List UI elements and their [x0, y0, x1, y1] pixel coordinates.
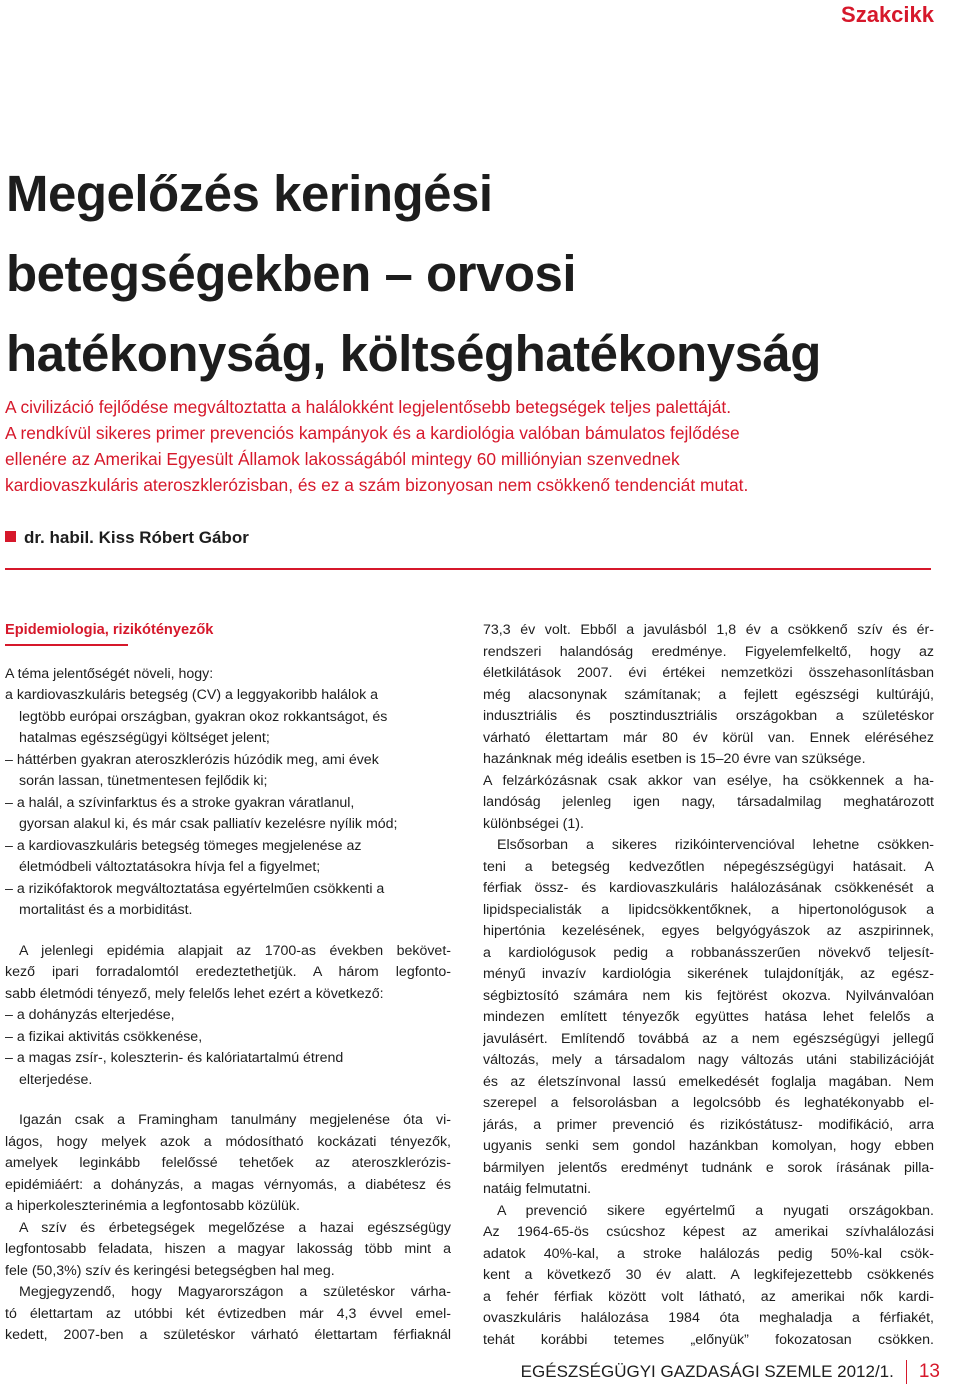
text-line: a fehér férfiak között volt látható, az amerikai nők kardi- — [483, 1288, 934, 1305]
text-line: hazánknak még ideális esetben is 15–20 évre van szüksége. — [483, 751, 866, 767]
text-line: férfiak össz- és kardiovaszkuláris halálozásának csökkenését a — [483, 880, 934, 896]
text-line: változás, mely a társadalom nagy változás utáni stabilizációját — [483, 1052, 934, 1068]
text-line: lágos, hogy melyek azok a módosítható kockázati tényezők, — [5, 1133, 451, 1150]
lead-paragraph — [5, 394, 940, 498]
lead-line: ellenére az Amerikai Egyesült Államok lakosságából mintegy 60 milliónyian szenvednek — [5, 449, 680, 469]
text-line: – a magas zsír-, koleszterin- és kalóriatartalmú étrend — [5, 1050, 344, 1066]
text-line: ovaszkuláris halálozása 1984 óta meghaladja a férfiakét, — [483, 1310, 934, 1326]
text-line: – a fizikai aktivitás csökkenése, — [5, 1028, 203, 1045]
text-line: amelyek leginkább felelőssé tehetőek az ateroszklerózis- — [5, 1155, 451, 1171]
square-bullet-icon — [5, 531, 16, 542]
text-line: rendszeri halandóság eredménye. Figyelemfelkeltő, hogy az — [483, 643, 934, 660]
lead-line: A rendkívül sikeres primer prevenciós kampányok és a kardiológia valóban bámulatos fejlődése — [5, 423, 740, 443]
page-footer — [521, 1360, 940, 1384]
lead-line: A civilizáció fejlődése megváltoztatta a halálokként legjelentősebb betegségek teljes palettáját. — [5, 397, 732, 417]
text-line: a kardiológusok pedig a robbanásszerűen növekvő teljesít- — [483, 944, 934, 961]
text-line: – a halál, a szívinfarktus és a stroke gyakran váratlanul, — [5, 794, 355, 811]
section-label: Szakcikk — [841, 2, 934, 27]
text-line: – háttérben gyakran ateroszklerózis húzódik meg, ami évek — [5, 751, 379, 768]
text-line: és az életszínvonal lassú emelkedését foglalja magában. Nem — [483, 1073, 934, 1090]
text-line: hipertónia kezelésének, egyes belgyógyászok az aszpirinnek, — [483, 923, 934, 939]
article-title — [6, 154, 946, 394]
text-line: landóság jelenleg igen nagy, társadalmilag meghatározott — [483, 794, 934, 810]
author-byline — [5, 528, 249, 548]
subheading: Epidemiologia, rizikótényezők — [5, 622, 214, 638]
text-line: A téma jelentőségét növeli, hogy: — [5, 665, 214, 682]
author-name: dr. habil. Kiss Róbert Gábor — [24, 528, 249, 547]
text-line: a hiperkoleszterinémia a legfontosabb közülük. — [5, 1198, 300, 1214]
page-number: 13 — [918, 1361, 940, 1382]
text-line: ségbiztosító számára nem kis fejtörést okozva. Nyilvánvalóan — [483, 987, 934, 1004]
left-column — [5, 620, 451, 1347]
text-line: bármilyen jelentős eredményt tudnánk e sorok írásának pilla- — [483, 1159, 934, 1176]
text-line: különbségei (1). — [483, 815, 584, 832]
paragraph-gap — [5, 1091, 451, 1110]
text-line: lipidspecialisták a lipidcsökkentőknek, a hipertonológusok a — [483, 901, 934, 918]
right-column — [483, 620, 934, 1351]
text-line: kent a következő 30 év alatt. A legkifejezettebb csökkenés — [483, 1267, 934, 1283]
left-column-text — [5, 664, 451, 1347]
text-line: kedett, 2007-ben a születéskor várható élettartam férfiaknál — [5, 1327, 451, 1343]
text-line: A prevenció sikere egyértelmű a nyugati országokban. — [497, 1202, 934, 1219]
text-line: javulásért. Említendő továbbá az a nem egészségügyi jellegű — [483, 1030, 934, 1047]
title-line: hatékonyság, költséghatékonyság — [6, 325, 821, 382]
text-line: kező ipari forradalomtól eredeztethetjük. A három legfonto- — [5, 964, 451, 980]
text-line: mortalitást és a morbiditást. — [19, 902, 193, 918]
text-line: során lassan, tünetmentesen fejlődik ki; — [19, 773, 268, 789]
paragraph-gap — [5, 922, 451, 941]
text-line: hatalmas egészségügyi költséget jelent; — [19, 730, 270, 746]
text-line: legtöbb európai országban, gyakran okoz rokkantságot, és — [19, 708, 388, 725]
text-line: A felzárkózásnak csak akkor van esélye, ha csökkennek a ha- — [483, 772, 934, 789]
text-line: a kardiovaszkuláris betegség (CV) a leggyakoribb halálok a — [5, 687, 379, 703]
text-line: indusztriális és posztindusztriális országokban a születéskor — [483, 708, 934, 724]
text-line: szerepel a felsorolásban a legolcsóbb és leghatékonyabb el- — [483, 1095, 934, 1111]
text-line: járás, a primer prevenció és rizikóstátusz- modifikáció, arra — [483, 1116, 934, 1133]
right-column-text — [483, 620, 934, 1351]
subheading-underline — [5, 644, 128, 646]
lead-line: kardiovaszkuláris ateroszklerózisban, és ez a szám bizonyosan nem csökkenő tendenciát mutat. — [5, 475, 749, 495]
title-line: betegségekben – orvosi — [6, 245, 577, 302]
text-line: Igazán csak a Framingham tanulmány megjelenése óta vi- — [19, 1112, 451, 1128]
text-line: A szív és érbetegségek megelőzése a hazai egészségügy — [19, 1219, 451, 1236]
text-line: – a dohányzás elterjedése, — [5, 1007, 175, 1023]
text-line: 73,3 év volt. Ebből a javulásból 1,8 év a csökkenő szív és ér- — [483, 622, 934, 638]
text-line: várható élettartam már 80 év körül van. Ennek eléréséhez — [483, 729, 934, 746]
text-line: fele (50,3%) szív és keringési betegségben hal meg. — [5, 1262, 335, 1279]
text-line: tó élettartam az utóbbi két évtizedben már 4,3 évvel emel- — [5, 1305, 451, 1322]
text-line: – a rizikófaktorok megváltoztatása egyértelműen csökkenti a — [5, 880, 385, 897]
text-line: epidémiáért: a dohányzás, a magas vérnyomás, a diabétesz és — [5, 1176, 451, 1193]
text-line: legfontosabb feladata, hiszen a magyar lakosság több mint a — [5, 1241, 451, 1257]
text-line: adatok 40%-kal, a stroke halálozás pedig 50%-kal csök- — [483, 1245, 934, 1262]
text-line: tehát korábbi tetemes „előnyük” fokozatosan csökken. — [483, 1331, 934, 1348]
text-line: Elsősorban a sikeres rizikóintervencióval lehetne csökken- — [497, 837, 934, 853]
text-line: A jelenlegi epidémia alapjait az 1700-as években bekövet- — [19, 942, 451, 959]
text-line: életkilátások 2007. évi értékei nemzetközi összehasonlításban — [483, 665, 934, 681]
text-line: elterjedése. — [19, 1071, 93, 1088]
footer-separator — [906, 1360, 907, 1384]
text-line: – a kardiovaszkuláris betegség tömeges megjelenése az — [5, 837, 362, 854]
text-line: Megjegyzendő, hogy Magyarországon a születéskor várha- — [19, 1284, 451, 1300]
journal-name: EGÉSZSÉGÜGYI GAZDASÁGI SZEMLE 2012/1. — [520, 1362, 894, 1381]
text-line: gyorsan alakul ki, és már csak palliatív kezelésre nyílik mód; — [19, 816, 398, 832]
text-line: ugyanis senki sem gondol hazánkban komolyan, hogy ebben — [483, 1138, 934, 1154]
divider — [5, 568, 931, 570]
text-line: ményű invazív kardiológia sikerének tulajdonítják, az egész- — [483, 966, 934, 982]
text-line: mindezen említett tényezők együttes hatása lehet felelős a — [483, 1009, 934, 1025]
text-line: még alacsonynak számítanak; a fejlett egészségi kultúrájú, — [483, 686, 934, 703]
text-line: sabb életmódi tényező, mely felelős lehet ezért a következő: — [5, 985, 384, 1002]
text-line: teni a betegség kedvezőtlen népegészségügyi hatásait. A — [483, 858, 934, 875]
title-line: Megelőzés keringési — [6, 165, 493, 222]
text-line: életmódbeli változtatásokra hívja fel a figyelmet; — [19, 859, 321, 875]
text-line: Az 1964-65-ös csúcshoz képest az amerikai szívhalálozási — [483, 1224, 934, 1240]
text-line: natáig felmutatni. — [483, 1181, 592, 1197]
